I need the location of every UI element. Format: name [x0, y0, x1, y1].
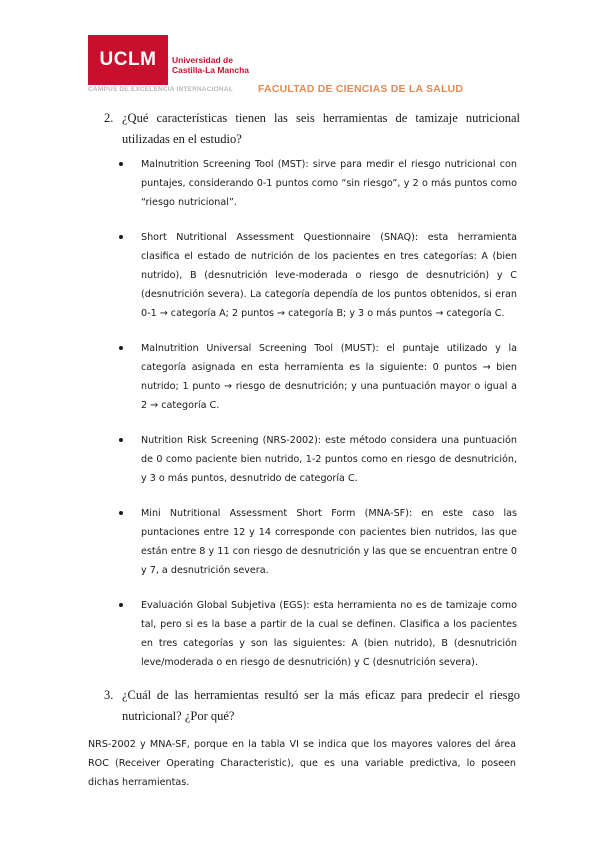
bullet-icon [119, 603, 123, 607]
university-name [172, 55, 282, 75]
bullet-icon [119, 235, 123, 239]
tools-list [119, 155, 517, 688]
list-item [119, 339, 517, 415]
question-text: ¿Qué características tienen las seis herramientas de tamizaje nutricional utilizadas en el estudio? [122, 111, 520, 146]
question-2 [104, 108, 520, 150]
uclm-logo [88, 35, 168, 85]
answer-paragraph: NRS-2002 y MNA-SF, porque en la tabla VI se indica que los mayores valores del área ROC (Receiver Operating Characteristic), que es una variable predictiva, lo poseen dichas herramientas. [88, 739, 516, 788]
list-item-text: Nutrition Risk Screening (NRS-2002): este método considera una puntuación de 0 como paciente bien nutrido, 1-2 puntos como en riesgo de desnutrición, y 3 o más puntos, desnutrido de categoría C. [141, 435, 517, 484]
bullet-icon [119, 162, 123, 166]
list-item-text: Malnutrition Screening Tool (MST): sirve para medir el riesgo nutricional con puntajes, considerando 0-1 puntos como “sin riesgo”, y 2 o más puntos como “riesgo nutricional”. [141, 159, 517, 208]
list-item-text: Malnutrition Universal Screening Tool (MUST): el puntaje utilizado y la categoría asignada en esta herramienta es la siguiente: 0 puntos → bien nutrido; 1 punto → riesgo de desnutrición; y una puntuación mayor o igual a 2 → categoría C. [141, 343, 517, 411]
bullet-icon [119, 511, 123, 515]
bullet-icon [119, 346, 123, 350]
page-header [88, 35, 528, 95]
logo-text: UCLM [99, 49, 157, 70]
list-item [119, 155, 517, 212]
list-item-text: Short Nutritional Assessment Questionnaire (SNAQ): esta herramienta clasifica el estado de nutrición de los pacientes en tres categorías: A (bien nutrido), B (desnutrición leve-moderada o riesgo de desnutrición) y C (desnutrición severa). La categoría dependía de los puntos obtenidos, si eran 0-1 → categoría A; 2 puntos → categoría B; y 3 o más puntos → categoría C. [141, 232, 517, 319]
list-item-text: Evaluación Global Subjetiva (EGS): esta herramienta no es de tamizaje como tal, pero si es la base a partir de la cual se definen. Clasifica a los pacientes en tres categorías y son las siguientes: A (bien nutrido), B (desnutrición leve/moderada o en riesgo de desnutrición) y C (desnutrición severa). [141, 600, 517, 668]
question-number: 2. [104, 111, 114, 125]
list-item [119, 431, 517, 488]
campus-text: CAMPUS DE EXCELENCIA INTERNACIONAL [88, 86, 233, 93]
question-number: 3. [104, 688, 114, 702]
university-line-2: Castilla-La Mancha [172, 65, 249, 75]
list-item [119, 596, 517, 672]
question-3 [104, 685, 520, 727]
list-item [119, 228, 517, 323]
university-line-1: Universidad de [172, 55, 233, 65]
list-item-text: Mini Nutritional Assessment Short Form (MNA-SF): en este caso las puntaciones entre 12 y 14 corresponde con pacientes bien nutridos, las que están entre 8 y 11 con riesgo de desnutrición y las que se encuentran entre 0 y 7, a desnutrición severa. [141, 508, 517, 576]
bullet-icon [119, 438, 123, 442]
faculty-title: FACULTAD DE CIENCIAS DE LA SALUD [258, 83, 464, 95]
question-text: ¿Cuál de las herramientas resultó ser la más eficaz para predecir el riesgo nutricional? ¿Por qué? [122, 688, 520, 723]
list-item [119, 504, 517, 580]
